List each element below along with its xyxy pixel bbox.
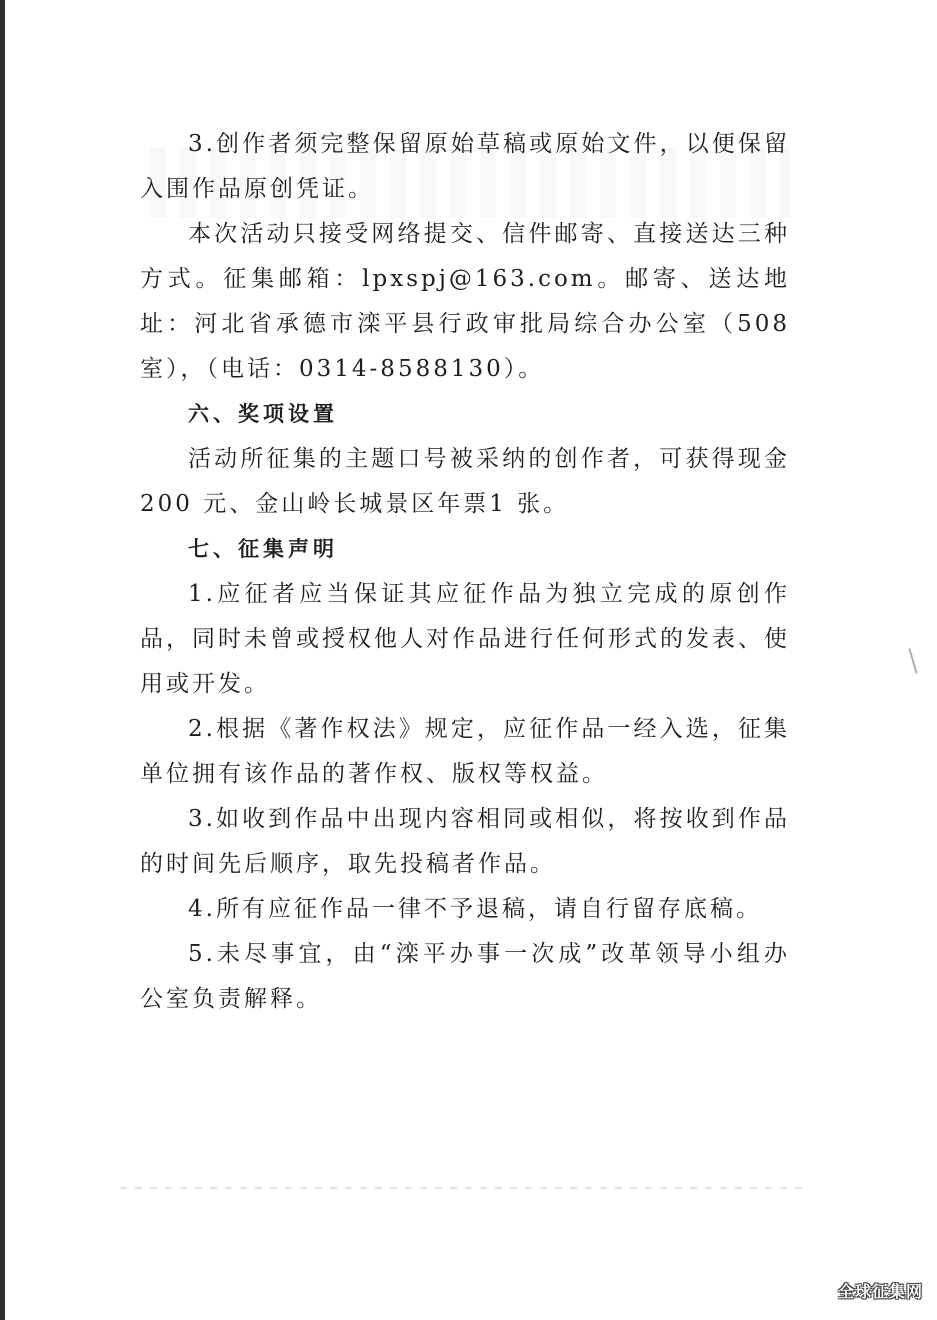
- document-body: [140, 122, 790, 1022]
- site-watermark: 全球征集网: [837, 1282, 923, 1301]
- scan-edge-shadow: [0, 0, 5, 1320]
- scan-bottom-trace: [120, 1187, 810, 1189]
- paragraph-submission-methods: 本次活动只接受网络提交、信件邮寄、直接送达三种方式。征集邮箱：lpxspj@163.com。邮寄、送达地址：河北省承德市滦平县行政审批局综合办公室（508室），（电话：0314-8588130）。: [140, 221, 790, 382]
- paragraph-declaration-4: 4.所有应征作品一律不予退稿，请自行留存底稿。: [188, 896, 762, 922]
- section-heading-awards: 六、奖项设置: [188, 402, 338, 426]
- paragraph-award-details: 活动所征集的主题口号被采纳的创作者，可获得现金200 元、金山岭长城景区年票1 张。: [140, 446, 790, 517]
- paragraph-original-draft-requirement: 3.创作者须完整保留原始草稿或原始文件，以便保留入围作品原创凭证。: [140, 131, 790, 202]
- paragraph-declaration-2: 2.根据《著作权法》规定，应征作品一经入选，征集单位拥有该作品的著作权、版权等权益。: [140, 716, 790, 787]
- scan-speck: [908, 648, 917, 674]
- section-heading-declaration: 七、征集声明: [188, 537, 338, 561]
- paragraph-declaration-1: 1.应征者应当保证其应征作品为独立完成的原创作品，同时未曾或授权他人对作品进行任何形式的发表、使用或开发。: [140, 581, 790, 697]
- paragraph-declaration-3: 3.如收到作品中出现内容相同或相似，将按收到作品的时间先后顺序，取先投稿者作品。: [140, 806, 790, 877]
- paragraph-declaration-5: 5.未尽事宜，由“滦平办事一次成”改革领导小组办公室负责解释。: [140, 941, 790, 1012]
